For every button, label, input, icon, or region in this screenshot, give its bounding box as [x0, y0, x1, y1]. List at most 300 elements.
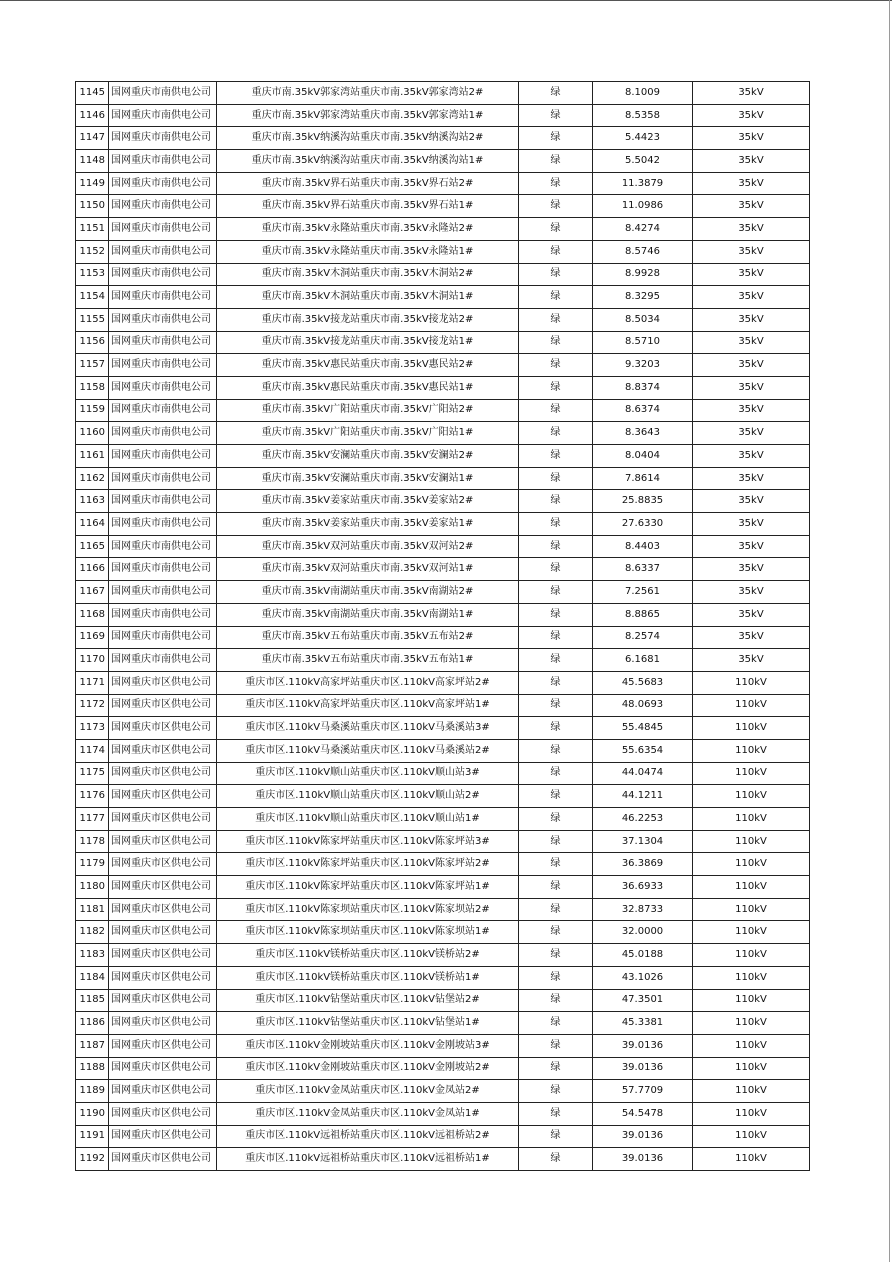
value-cell: 39.0136 — [593, 1125, 693, 1148]
value-cell: 36.3869 — [593, 853, 693, 876]
table-row — [76, 218, 810, 241]
table-row — [76, 921, 810, 944]
voltage-level-cell: 110kV — [693, 1034, 810, 1057]
value-cell: 9.3203 — [593, 354, 693, 377]
value-cell: 54.5478 — [593, 1102, 693, 1125]
company-cell: 国网重庆市南供电公司 — [109, 218, 217, 241]
voltage-level-cell: 110kV — [693, 853, 810, 876]
company-cell: 国网重庆市南供电公司 — [109, 603, 217, 626]
status-cell: 绿 — [519, 649, 593, 672]
equipment-name-cell: 重庆市南.35kV广阳站重庆市南.35kV广阳站1# — [217, 422, 519, 445]
equipment-name-cell: 重庆市南.35kV纳溪沟站重庆市南.35kV纳溪沟站2# — [217, 127, 519, 150]
value-cell: 8.0404 — [593, 445, 693, 468]
equipment-name-cell: 重庆市南.35kV郭家湾站重庆市南.35kV郭家湾站2# — [217, 82, 519, 105]
status-cell: 绿 — [519, 830, 593, 853]
company-cell: 国网重庆市区供电公司 — [109, 989, 217, 1012]
voltage-level-cell: 110kV — [693, 1148, 810, 1171]
status-cell: 绿 — [519, 558, 593, 581]
equipment-name-cell: 重庆市南.35kV五布站重庆市南.35kV五布站2# — [217, 626, 519, 649]
equipment-name-cell: 重庆市南.35kV广阳站重庆市南.35kV广阳站2# — [217, 399, 519, 422]
voltage-level-cell: 110kV — [693, 671, 810, 694]
status-cell: 绿 — [519, 739, 593, 762]
equipment-name-cell: 重庆市区.110kV陈家坪站重庆市区.110kV陈家坪站2# — [217, 853, 519, 876]
status-cell: 绿 — [519, 717, 593, 740]
voltage-level-cell: 35kV — [693, 649, 810, 672]
row-index-cell: 1152 — [76, 240, 109, 263]
company-cell: 国网重庆市区供电公司 — [109, 739, 217, 762]
company-cell: 国网重庆市南供电公司 — [109, 263, 217, 286]
status-cell: 绿 — [519, 195, 593, 218]
value-cell: 5.5042 — [593, 150, 693, 173]
company-cell: 国网重庆市南供电公司 — [109, 399, 217, 422]
status-cell: 绿 — [519, 1034, 593, 1057]
status-cell: 绿 — [519, 422, 593, 445]
row-index-cell: 1189 — [76, 1080, 109, 1103]
company-cell: 国网重庆市区供电公司 — [109, 830, 217, 853]
voltage-level-cell: 110kV — [693, 1057, 810, 1080]
status-cell: 绿 — [519, 762, 593, 785]
voltage-level-cell: 35kV — [693, 150, 810, 173]
company-cell: 国网重庆市区供电公司 — [109, 1057, 217, 1080]
row-index-cell: 1175 — [76, 762, 109, 785]
company-cell: 国网重庆市区供电公司 — [109, 785, 217, 808]
value-cell: 44.0474 — [593, 762, 693, 785]
table-row — [76, 422, 810, 445]
equipment-name-cell: 重庆市南.35kV接龙站重庆市南.35kV接龙站2# — [217, 308, 519, 331]
company-cell: 国网重庆市南供电公司 — [109, 127, 217, 150]
row-index-cell: 1155 — [76, 308, 109, 331]
equipment-name-cell: 重庆市南.35kV永隆站重庆市南.35kV永隆站1# — [217, 240, 519, 263]
status-cell: 绿 — [519, 127, 593, 150]
equipment-name-cell: 重庆市南.35kV南湖站重庆市南.35kV南湖站2# — [217, 581, 519, 604]
equipment-name-cell: 重庆市南.35kV郭家湾站重庆市南.35kV郭家湾站1# — [217, 104, 519, 127]
value-cell: 8.4274 — [593, 218, 693, 241]
voltage-level-cell: 110kV — [693, 921, 810, 944]
row-index-cell: 1186 — [76, 1012, 109, 1035]
equipment-name-cell: 重庆市区.110kV金凤站重庆市区.110kV金凤站1# — [217, 1102, 519, 1125]
row-index-cell: 1168 — [76, 603, 109, 626]
equipment-name-cell: 重庆市南.35kV木洞站重庆市南.35kV木洞站2# — [217, 263, 519, 286]
equipment-name-cell: 重庆市区.110kV远祖桥站重庆市区.110kV远祖桥站2# — [217, 1125, 519, 1148]
company-cell: 国网重庆市南供电公司 — [109, 581, 217, 604]
status-cell: 绿 — [519, 1148, 593, 1171]
company-cell: 国网重庆市区供电公司 — [109, 1125, 217, 1148]
voltage-level-cell: 110kV — [693, 966, 810, 989]
equipment-name-cell: 重庆市区.110kV镁桥站重庆市区.110kV镁桥站2# — [217, 944, 519, 967]
value-cell: 44.1211 — [593, 785, 693, 808]
equipment-name-cell: 重庆市区.110kV钻堡站重庆市区.110kV钻堡站2# — [217, 989, 519, 1012]
voltage-level-cell: 35kV — [693, 127, 810, 150]
row-index-cell: 1190 — [76, 1102, 109, 1125]
row-index-cell: 1150 — [76, 195, 109, 218]
row-index-cell: 1181 — [76, 898, 109, 921]
status-cell: 绿 — [519, 853, 593, 876]
table-row — [76, 490, 810, 513]
value-cell: 57.7709 — [593, 1080, 693, 1103]
company-cell: 国网重庆市南供电公司 — [109, 354, 217, 377]
value-cell: 8.5034 — [593, 308, 693, 331]
status-cell: 绿 — [519, 354, 593, 377]
value-cell: 39.0136 — [593, 1148, 693, 1171]
value-cell: 8.1009 — [593, 82, 693, 105]
table-row — [76, 263, 810, 286]
company-cell: 国网重庆市南供电公司 — [109, 558, 217, 581]
table-row — [76, 603, 810, 626]
table-row — [76, 82, 810, 105]
status-cell: 绿 — [519, 1057, 593, 1080]
company-cell: 国网重庆市区供电公司 — [109, 1080, 217, 1103]
voltage-level-cell: 110kV — [693, 830, 810, 853]
table-row — [76, 1125, 810, 1148]
voltage-level-cell: 35kV — [693, 558, 810, 581]
value-cell: 37.1304 — [593, 830, 693, 853]
status-cell: 绿 — [519, 445, 593, 468]
company-cell: 国网重庆市南供电公司 — [109, 649, 217, 672]
company-cell: 国网重庆市南供电公司 — [109, 195, 217, 218]
equipment-name-cell: 重庆市区.110kV远祖桥站重庆市区.110kV远祖桥站1# — [217, 1148, 519, 1171]
status-cell: 绿 — [519, 308, 593, 331]
value-cell: 27.6330 — [593, 513, 693, 536]
value-cell: 48.0693 — [593, 694, 693, 717]
table-row — [76, 513, 810, 536]
value-cell: 7.2561 — [593, 581, 693, 604]
equipment-name-cell: 重庆市区.110kV顺山站重庆市区.110kV顺山站2# — [217, 785, 519, 808]
voltage-level-cell: 110kV — [693, 1080, 810, 1103]
value-cell: 8.3643 — [593, 422, 693, 445]
status-cell: 绿 — [519, 286, 593, 309]
value-cell: 39.0136 — [593, 1034, 693, 1057]
row-index-cell: 1153 — [76, 263, 109, 286]
voltage-level-cell: 110kV — [693, 808, 810, 831]
equipment-name-cell: 重庆市区.110kV马桑溪站重庆市区.110kV马桑溪站3# — [217, 717, 519, 740]
status-cell: 绿 — [519, 966, 593, 989]
value-cell: 45.3381 — [593, 1012, 693, 1035]
table-row — [76, 989, 810, 1012]
row-index-cell: 1176 — [76, 785, 109, 808]
status-cell: 绿 — [519, 989, 593, 1012]
voltage-level-cell: 110kV — [693, 694, 810, 717]
value-cell: 8.6374 — [593, 399, 693, 422]
company-cell: 国网重庆市南供电公司 — [109, 240, 217, 263]
status-cell: 绿 — [519, 626, 593, 649]
table-row — [76, 127, 810, 150]
value-cell: 32.8733 — [593, 898, 693, 921]
table-row — [76, 944, 810, 967]
table-row — [76, 172, 810, 195]
row-index-cell: 1172 — [76, 694, 109, 717]
equipment-name-cell: 重庆市区.110kV陈家坝站重庆市区.110kV陈家坝站1# — [217, 921, 519, 944]
table-row — [76, 853, 810, 876]
row-index-cell: 1157 — [76, 354, 109, 377]
company-cell: 国网重庆市南供电公司 — [109, 490, 217, 513]
row-index-cell: 1159 — [76, 399, 109, 422]
row-index-cell: 1180 — [76, 876, 109, 899]
value-cell: 45.5683 — [593, 671, 693, 694]
value-cell: 55.6354 — [593, 739, 693, 762]
voltage-level-cell: 35kV — [693, 422, 810, 445]
row-index-cell: 1183 — [76, 944, 109, 967]
row-index-cell: 1149 — [76, 172, 109, 195]
table-row — [76, 195, 810, 218]
value-cell: 8.5358 — [593, 104, 693, 127]
company-cell: 国网重庆市区供电公司 — [109, 762, 217, 785]
value-cell: 36.6933 — [593, 876, 693, 899]
table-row — [76, 1148, 810, 1171]
row-index-cell: 1179 — [76, 853, 109, 876]
voltage-level-cell: 110kV — [693, 1102, 810, 1125]
row-index-cell: 1174 — [76, 739, 109, 762]
equipment-name-cell: 重庆市南.35kV双河站重庆市南.35kV双河站1# — [217, 558, 519, 581]
voltage-level-cell: 35kV — [693, 581, 810, 604]
equipment-name-cell: 重庆市南.35kV接龙站重庆市南.35kV接龙站1# — [217, 331, 519, 354]
row-index-cell: 1162 — [76, 467, 109, 490]
voltage-level-cell: 35kV — [693, 308, 810, 331]
value-cell: 8.5746 — [593, 240, 693, 263]
table-row — [76, 308, 810, 331]
table-row — [76, 966, 810, 989]
company-cell: 国网重庆市南供电公司 — [109, 422, 217, 445]
value-cell: 8.8865 — [593, 603, 693, 626]
status-cell: 绿 — [519, 603, 593, 626]
equipment-name-cell: 重庆市南.35kV安澜站重庆市南.35kV安澜站2# — [217, 445, 519, 468]
equipment-name-cell: 重庆市南.35kV永隆站重庆市南.35kV永隆站2# — [217, 218, 519, 241]
company-cell: 国网重庆市区供电公司 — [109, 694, 217, 717]
value-cell: 46.2253 — [593, 808, 693, 831]
company-cell: 国网重庆市区供电公司 — [109, 1102, 217, 1125]
value-cell: 43.1026 — [593, 966, 693, 989]
status-cell: 绿 — [519, 513, 593, 536]
row-index-cell: 1178 — [76, 830, 109, 853]
equipment-name-cell: 重庆市区.110kV马桑溪站重庆市区.110kV马桑溪站2# — [217, 739, 519, 762]
voltage-level-cell: 110kV — [693, 785, 810, 808]
table-row — [76, 1102, 810, 1125]
company-cell: 国网重庆市区供电公司 — [109, 853, 217, 876]
company-cell: 国网重庆市南供电公司 — [109, 308, 217, 331]
status-cell: 绿 — [519, 172, 593, 195]
equipment-name-cell: 重庆市南.35kV安澜站重庆市南.35kV安澜站1# — [217, 467, 519, 490]
status-cell: 绿 — [519, 944, 593, 967]
table-row — [76, 354, 810, 377]
company-cell: 国网重庆市南供电公司 — [109, 626, 217, 649]
company-cell: 国网重庆市区供电公司 — [109, 944, 217, 967]
company-cell: 国网重庆市区供电公司 — [109, 1034, 217, 1057]
row-index-cell: 1192 — [76, 1148, 109, 1171]
row-index-cell: 1184 — [76, 966, 109, 989]
equipment-name-cell: 重庆市区.110kV顺山站重庆市区.110kV顺山站1# — [217, 808, 519, 831]
value-cell: 39.0136 — [593, 1057, 693, 1080]
table-row — [76, 535, 810, 558]
value-cell: 8.9928 — [593, 263, 693, 286]
value-cell: 8.4403 — [593, 535, 693, 558]
row-index-cell: 1191 — [76, 1125, 109, 1148]
value-cell: 8.8374 — [593, 376, 693, 399]
status-cell: 绿 — [519, 1125, 593, 1148]
table-row — [76, 830, 810, 853]
status-cell: 绿 — [519, 581, 593, 604]
voltage-level-cell: 35kV — [693, 172, 810, 195]
row-index-cell: 1170 — [76, 649, 109, 672]
equipment-name-cell: 重庆市南.35kV双河站重庆市南.35kV双河站2# — [217, 535, 519, 558]
company-cell: 国网重庆市南供电公司 — [109, 172, 217, 195]
value-cell: 55.4845 — [593, 717, 693, 740]
voltage-level-cell: 35kV — [693, 535, 810, 558]
status-cell: 绿 — [519, 150, 593, 173]
voltage-level-cell: 110kV — [693, 898, 810, 921]
table-row — [76, 694, 810, 717]
table-row — [76, 671, 810, 694]
company-cell: 国网重庆市南供电公司 — [109, 150, 217, 173]
status-cell: 绿 — [519, 1012, 593, 1035]
company-cell: 国网重庆市区供电公司 — [109, 671, 217, 694]
equipment-name-cell: 重庆市区.110kV陈家坪站重庆市区.110kV陈家坪站3# — [217, 830, 519, 853]
status-cell: 绿 — [519, 399, 593, 422]
table-row — [76, 399, 810, 422]
status-cell: 绿 — [519, 808, 593, 831]
row-index-cell: 1160 — [76, 422, 109, 445]
equipment-name-cell: 重庆市区.110kV高家坪站重庆市区.110kV高家坪站2# — [217, 671, 519, 694]
company-cell: 国网重庆市南供电公司 — [109, 535, 217, 558]
voltage-level-cell: 110kV — [693, 1125, 810, 1148]
equipment-name-cell: 重庆市区.110kV陈家坝站重庆市区.110kV陈家坝站2# — [217, 898, 519, 921]
status-cell: 绿 — [519, 218, 593, 241]
row-index-cell: 1154 — [76, 286, 109, 309]
value-cell: 7.8614 — [593, 467, 693, 490]
row-index-cell: 1173 — [76, 717, 109, 740]
row-index-cell: 1164 — [76, 513, 109, 536]
voltage-level-cell: 110kV — [693, 739, 810, 762]
status-cell: 绿 — [519, 898, 593, 921]
voltage-level-cell: 35kV — [693, 445, 810, 468]
equipment-name-cell: 重庆市南.35kV姜家站重庆市南.35kV姜家站1# — [217, 513, 519, 536]
value-cell: 11.0986 — [593, 195, 693, 218]
equipment-name-cell: 重庆市南.35kV姜家站重庆市南.35kV姜家站2# — [217, 490, 519, 513]
status-cell: 绿 — [519, 921, 593, 944]
voltage-level-cell: 35kV — [693, 603, 810, 626]
company-cell: 国网重庆市区供电公司 — [109, 921, 217, 944]
company-cell: 国网重庆市南供电公司 — [109, 376, 217, 399]
row-index-cell: 1165 — [76, 535, 109, 558]
row-index-cell: 1171 — [76, 671, 109, 694]
value-cell: 32.0000 — [593, 921, 693, 944]
row-index-cell: 1147 — [76, 127, 109, 150]
equipment-name-cell: 重庆市区.110kV金刚坡站重庆市区.110kV金刚坡站2# — [217, 1057, 519, 1080]
equipment-name-cell: 重庆市南.35kV惠民站重庆市南.35kV惠民站2# — [217, 354, 519, 377]
voltage-level-cell: 110kV — [693, 989, 810, 1012]
voltage-level-cell: 35kV — [693, 490, 810, 513]
equipment-name-cell: 重庆市南.35kV界石站重庆市南.35kV界石站1# — [217, 195, 519, 218]
equipment-name-cell: 重庆市区.110kV钻堡站重庆市区.110kV钻堡站1# — [217, 1012, 519, 1035]
row-index-cell: 1166 — [76, 558, 109, 581]
equipment-name-cell: 重庆市南.35kV木洞站重庆市南.35kV木洞站1# — [217, 286, 519, 309]
data-table — [75, 81, 810, 1171]
table-row — [76, 1034, 810, 1057]
row-index-cell: 1177 — [76, 808, 109, 831]
status-cell: 绿 — [519, 376, 593, 399]
value-cell: 11.3879 — [593, 172, 693, 195]
company-cell: 国网重庆市区供电公司 — [109, 1148, 217, 1171]
table-row — [76, 286, 810, 309]
equipment-name-cell: 重庆市区.110kV高家坪站重庆市区.110kV高家坪站1# — [217, 694, 519, 717]
voltage-level-cell: 110kV — [693, 1012, 810, 1035]
status-cell: 绿 — [519, 82, 593, 105]
equipment-name-cell: 重庆市南.35kV惠民站重庆市南.35kV惠民站1# — [217, 376, 519, 399]
voltage-level-cell: 35kV — [693, 467, 810, 490]
company-cell: 国网重庆市南供电公司 — [109, 467, 217, 490]
company-cell: 国网重庆市区供电公司 — [109, 808, 217, 831]
equipment-name-cell: 重庆市区.110kV金凤站重庆市区.110kV金凤站2# — [217, 1080, 519, 1103]
row-index-cell: 1169 — [76, 626, 109, 649]
right-border-line — [889, 0, 890, 1262]
voltage-level-cell: 110kV — [693, 762, 810, 785]
company-cell: 国网重庆市南供电公司 — [109, 513, 217, 536]
status-cell: 绿 — [519, 467, 593, 490]
company-cell: 国网重庆市南供电公司 — [109, 286, 217, 309]
table-row — [76, 150, 810, 173]
value-cell: 5.4423 — [593, 127, 693, 150]
table-row — [76, 1080, 810, 1103]
equipment-name-cell: 重庆市区.110kV金刚坡站重庆市区.110kV金刚坡站3# — [217, 1034, 519, 1057]
value-cell: 8.2574 — [593, 626, 693, 649]
status-cell: 绿 — [519, 1102, 593, 1125]
table-row — [76, 240, 810, 263]
company-cell: 国网重庆市区供电公司 — [109, 717, 217, 740]
company-cell: 国网重庆市南供电公司 — [109, 331, 217, 354]
table-row — [76, 1057, 810, 1080]
value-cell: 8.6337 — [593, 558, 693, 581]
value-cell: 6.1681 — [593, 649, 693, 672]
value-cell: 47.3501 — [593, 989, 693, 1012]
equipment-name-cell: 重庆市南.35kV五布站重庆市南.35kV五布站1# — [217, 649, 519, 672]
row-index-cell: 1148 — [76, 150, 109, 173]
table-row — [76, 717, 810, 740]
table-row — [76, 785, 810, 808]
table-row — [76, 898, 810, 921]
row-index-cell: 1145 — [76, 82, 109, 105]
company-cell: 国网重庆市区供电公司 — [109, 966, 217, 989]
voltage-level-cell: 35kV — [693, 218, 810, 241]
voltage-level-cell: 35kV — [693, 513, 810, 536]
row-index-cell: 1188 — [76, 1057, 109, 1080]
status-cell: 绿 — [519, 104, 593, 127]
voltage-level-cell: 35kV — [693, 286, 810, 309]
row-index-cell: 1156 — [76, 331, 109, 354]
status-cell: 绿 — [519, 240, 593, 263]
status-cell: 绿 — [519, 263, 593, 286]
voltage-level-cell: 35kV — [693, 331, 810, 354]
table-row — [76, 762, 810, 785]
row-index-cell: 1151 — [76, 218, 109, 241]
voltage-level-cell: 35kV — [693, 399, 810, 422]
equipment-name-cell: 重庆市南.35kV纳溪沟站重庆市南.35kV纳溪沟站1# — [217, 150, 519, 173]
table-row — [76, 558, 810, 581]
voltage-level-cell: 110kV — [693, 876, 810, 899]
table-row — [76, 876, 810, 899]
row-index-cell: 1163 — [76, 490, 109, 513]
table-row — [76, 649, 810, 672]
row-index-cell: 1182 — [76, 921, 109, 944]
voltage-level-cell: 35kV — [693, 240, 810, 263]
table-row — [76, 331, 810, 354]
status-cell: 绿 — [519, 331, 593, 354]
status-cell: 绿 — [519, 694, 593, 717]
equipment-name-cell: 重庆市区.110kV顺山站重庆市区.110kV顺山站3# — [217, 762, 519, 785]
row-index-cell: 1146 — [76, 104, 109, 127]
value-cell: 8.3295 — [593, 286, 693, 309]
row-index-cell: 1167 — [76, 581, 109, 604]
company-cell: 国网重庆市区供电公司 — [109, 1012, 217, 1035]
voltage-level-cell: 35kV — [693, 626, 810, 649]
table-row — [76, 808, 810, 831]
